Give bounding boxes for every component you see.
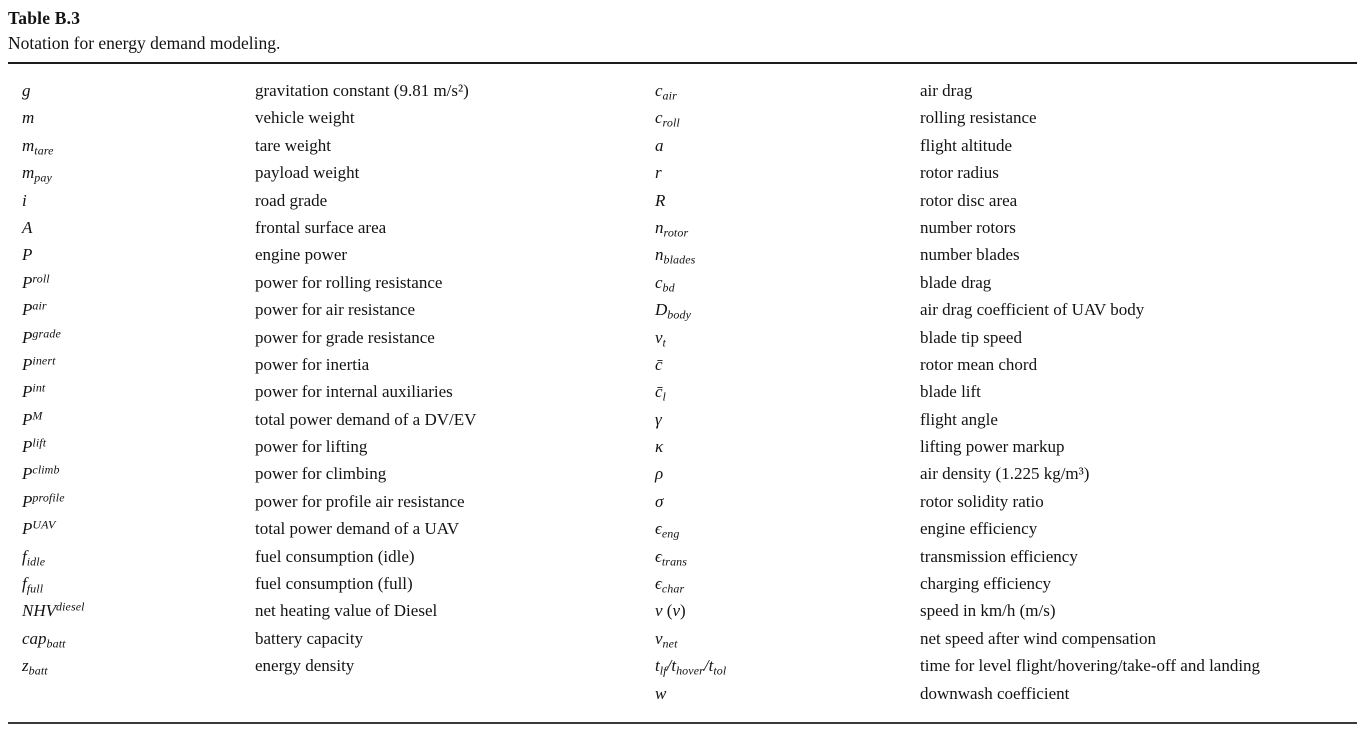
symbol-cell [655,104,920,131]
description-cell [920,214,1357,241]
symbol-text: c [655,108,663,128]
symbol-text: lf [659,663,667,678]
description-text: rotor mean chord [920,354,1038,374]
symbol-text: P [22,519,33,539]
symbol-cell [22,241,255,268]
symbol-text: eng [661,526,680,541]
symbol-text: UAV [32,517,56,532]
symbol-text: profile [32,490,65,505]
symbol-cell [22,625,255,652]
symbol-text: ρ [655,464,664,484]
description-text: transmission efficiency [920,546,1078,566]
table-row [22,296,1357,323]
symbol-text: P [22,272,33,292]
description-cell [255,241,655,268]
description-cell [255,570,655,597]
symbol-cell [22,570,255,597]
table-row [22,515,1357,542]
symbol-cell [655,570,920,597]
symbol-text: tare [34,143,54,158]
symbol-text: ν [655,327,663,347]
description-cell [255,460,655,487]
table-row [22,77,1357,104]
table-row [22,543,1357,570]
symbol-cell [22,269,255,296]
description-cell [920,159,1357,186]
symbol-text: P [22,491,33,511]
symbol-cell [22,378,255,405]
symbol-text: n [655,217,664,237]
symbol-cell [655,77,920,104]
symbol-cell [655,433,920,460]
description-text: frontal surface area [255,217,387,237]
description-text: lifting power markup [920,437,1065,457]
symbol-text: blades [663,252,696,267]
symbol-text: tol [713,663,727,678]
symbol-cell [655,241,920,268]
symbol-cell [655,351,920,378]
symbol-text: v [655,628,663,648]
description-text: tare weight [255,135,331,155]
symbol-cell [655,324,920,351]
symbol-cell [22,543,255,570]
description-text: engine efficiency [920,519,1038,539]
description-cell [920,652,1357,679]
description-text: power for inertia [255,354,370,374]
description-text: power for internal auxiliaries [255,382,453,402]
symbol-text: P [22,300,33,320]
description-cell [255,406,655,433]
description-cell [255,324,655,351]
symbol-cell [22,433,255,460]
symbol-text: f [22,574,27,594]
symbol-text: ν [672,601,681,621]
symbol-text: ( [662,601,673,621]
symbol-text: grade [32,326,61,341]
description-cell [255,625,655,652]
symbol-cell [22,104,255,131]
symbol-text: g [22,81,31,100]
description-cell [920,104,1357,131]
description-text: blade drag [920,272,992,292]
symbol-text: P [22,245,33,265]
description-text: speed in km/h (m/s) [920,601,1056,621]
description-cell [920,241,1357,268]
description-text: flight angle [920,409,998,429]
symbol-cell [655,515,920,542]
description-text: time for level flight/hovering/take-off and landing [920,656,1261,676]
description-text: downwash coefficient [920,683,1070,703]
table-row [22,378,1357,405]
symbol-cell [655,269,920,296]
description-cell [920,515,1357,542]
symbol-text: κ [655,437,664,457]
description-text: air density (1.225 kg/m³) [920,464,1090,484]
description-cell [255,378,655,405]
table-row [22,652,1357,679]
symbol-text: ϵ [655,574,662,594]
description-cell [920,324,1357,351]
symbol-cell [655,406,920,433]
table-row [22,214,1357,241]
symbol-text: / [666,656,672,676]
symbol-cell [655,543,920,570]
symbol-text: batt [28,663,48,678]
symbol-text: full [26,581,44,596]
symbol-text: / [703,656,709,676]
description-cell [255,652,655,679]
description-text: payload weight [255,163,360,183]
description-text: blade tip speed [920,327,1022,347]
symbol-text: net [662,636,678,651]
symbol-cell [22,214,255,241]
symbol-text: idle [26,554,46,569]
symbol-text: n [655,245,664,265]
description-cell [255,132,655,159]
description-cell [920,187,1357,214]
description-cell [920,351,1357,378]
symbol-text: r [655,163,662,183]
description-text: energy density [255,656,355,676]
description-cell [255,104,655,131]
symbol-text: trans [661,554,688,569]
symbol-text: rotor [663,225,689,240]
description-cell [255,543,655,570]
description-cell [255,680,655,707]
description-text: rolling resistance [920,108,1037,128]
symbol-cell [22,488,255,515]
symbol-text: body [667,307,692,322]
symbol-cell [22,187,255,214]
description-cell [920,488,1357,515]
symbol-text: ϵ [655,519,662,539]
table-row [22,570,1357,597]
description-cell [255,433,655,460]
description-cell [920,570,1357,597]
description-text: charging efficiency [920,574,1052,594]
symbol-cell [655,187,920,214]
description-cell [920,378,1357,405]
description-cell [920,296,1357,323]
symbol-text: c [655,81,663,100]
description-cell [255,488,655,515]
symbol-text: γ [655,409,662,429]
description-cell [255,597,655,624]
symbol-text: A [22,217,33,237]
description-cell [255,269,655,296]
symbol-text: m [22,163,35,183]
symbol-cell [655,460,920,487]
description-cell [920,460,1357,487]
symbol-cell [22,680,255,707]
description-text: rotor solidity ratio [920,491,1044,511]
symbol-text: a [655,135,664,155]
symbol-text: c̄ [655,354,663,374]
symbol-text: c̄ [655,382,663,402]
table-row [22,351,1357,378]
table-row [22,324,1357,351]
description-cell [255,187,655,214]
description-text: net speed after wind compensation [920,628,1157,648]
symbol-text: bd [662,280,675,295]
symbol-text: f [22,546,27,566]
description-cell [255,214,655,241]
symbol-cell [22,406,255,433]
description-cell [920,543,1357,570]
symbol-cell [22,597,255,624]
description-cell [920,132,1357,159]
description-text: blade lift [920,382,981,402]
description-text: power for lifting [255,437,368,457]
symbol-cell [655,296,920,323]
description-text: power for grade resistance [255,327,435,347]
symbol-cell [655,625,920,652]
description-cell [920,597,1357,624]
symbol-text: c [655,272,663,292]
symbol-text: ) [680,601,686,621]
symbol-cell [22,652,255,679]
symbol-text: m [22,135,35,155]
symbol-cell [22,159,255,186]
notation-table [8,62,1357,724]
symbol-text: NHV [22,601,56,621]
symbol-text: ϵ [655,546,662,566]
symbol-cell [655,488,920,515]
description-text: road grade [255,190,328,210]
table-row [22,104,1357,131]
symbol-text: lift [32,435,47,450]
description-cell [920,433,1357,460]
description-cell [920,406,1357,433]
description-text: total power demand of a UAV [255,519,460,539]
description-text: total power demand of a DV/EV [255,409,477,429]
symbol-text: P [22,409,33,429]
symbol-text: P [22,327,33,347]
symbol-text: l [662,389,666,404]
symbol-text: roll [32,271,50,286]
symbol-cell [655,652,920,679]
table-row [22,159,1357,186]
symbol-cell [655,680,920,707]
description-cell [920,625,1357,652]
description-cell [255,515,655,542]
table-row [22,680,1357,707]
description-text: fuel consumption (idle) [255,546,415,566]
symbol-cell [22,324,255,351]
table-row [22,488,1357,515]
symbol-text: t [662,335,666,350]
symbol-text: i [22,190,27,210]
symbol-cell [655,214,920,241]
symbol-cell [22,77,255,104]
table-title: Table B.3 [8,8,81,28]
symbol-text: R [655,190,666,210]
symbol-text: air [662,88,677,103]
description-cell [255,159,655,186]
description-text: engine power [255,245,348,265]
symbol-text: v [655,601,663,621]
symbol-text: batt [46,636,66,651]
table-row [22,597,1357,624]
description-text: power for climbing [255,464,387,484]
table-row [22,132,1357,159]
description-text: number blades [920,245,1020,265]
symbol-text: air [32,298,47,313]
description-text: rotor disc area [920,190,1018,210]
symbol-text: σ [655,491,664,511]
symbol-cell [655,159,920,186]
description-cell [255,296,655,323]
description-text: rotor radius [920,163,999,183]
description-text: air drag coefficient of UAV body [920,300,1145,320]
table-row [22,187,1357,214]
description-text: number rotors [920,217,1016,237]
description-cell [920,680,1357,707]
symbol-text: t [655,656,660,676]
description-cell [920,269,1357,296]
symbol-text: P [22,382,33,402]
symbol-text: hover [676,663,704,678]
symbol-text: inert [32,353,56,368]
symbol-cell [22,296,255,323]
description-text: fuel consumption (full) [255,574,413,594]
table-row [22,433,1357,460]
symbol-text: cap [22,628,47,648]
symbol-text: D [655,300,668,320]
description-text: vehicle weight [255,108,355,128]
symbol-text: P [22,354,33,374]
description-text: battery capacity [255,628,364,648]
description-text: net heating value of Diesel [255,601,438,621]
symbol-text: diesel [56,599,85,614]
table-row [22,460,1357,487]
description-cell [920,77,1357,104]
table-row [22,269,1357,296]
table-caption: Notation for energy demand modeling. [8,33,281,53]
description-text: power for rolling resistance [255,272,443,292]
table-row [22,406,1357,433]
symbol-text: M [32,408,43,423]
symbol-cell [22,460,255,487]
symbol-cell [655,597,920,624]
description-cell [255,77,655,104]
symbol-cell [655,378,920,405]
symbol-cell [22,351,255,378]
symbol-text: t [671,656,677,676]
symbol-text: m [22,108,35,128]
description-text: power for air resistance [255,300,416,320]
symbol-text: int [32,380,46,395]
symbol-text: w [655,683,667,703]
description-text: air drag [920,81,973,100]
symbol-cell [22,132,255,159]
symbol-text: pay [34,170,52,185]
symbol-cell [22,515,255,542]
symbol-text: P [22,464,33,484]
symbol-cell [655,132,920,159]
symbol-text: t [708,656,714,676]
symbol-text: P [22,437,33,457]
description-text: power for profile air resistance [255,491,465,511]
table-row [22,625,1357,652]
symbol-text: climb [32,462,60,477]
description-cell [255,351,655,378]
symbol-text: roll [662,115,680,130]
symbol-text: char [661,581,685,596]
description-text: gravitation constant (9.81 m/s²) [255,81,469,100]
table-body [8,64,1357,722]
description-text: flight altitude [920,135,1013,155]
symbol-text: z [22,656,29,676]
table-row [22,241,1357,268]
